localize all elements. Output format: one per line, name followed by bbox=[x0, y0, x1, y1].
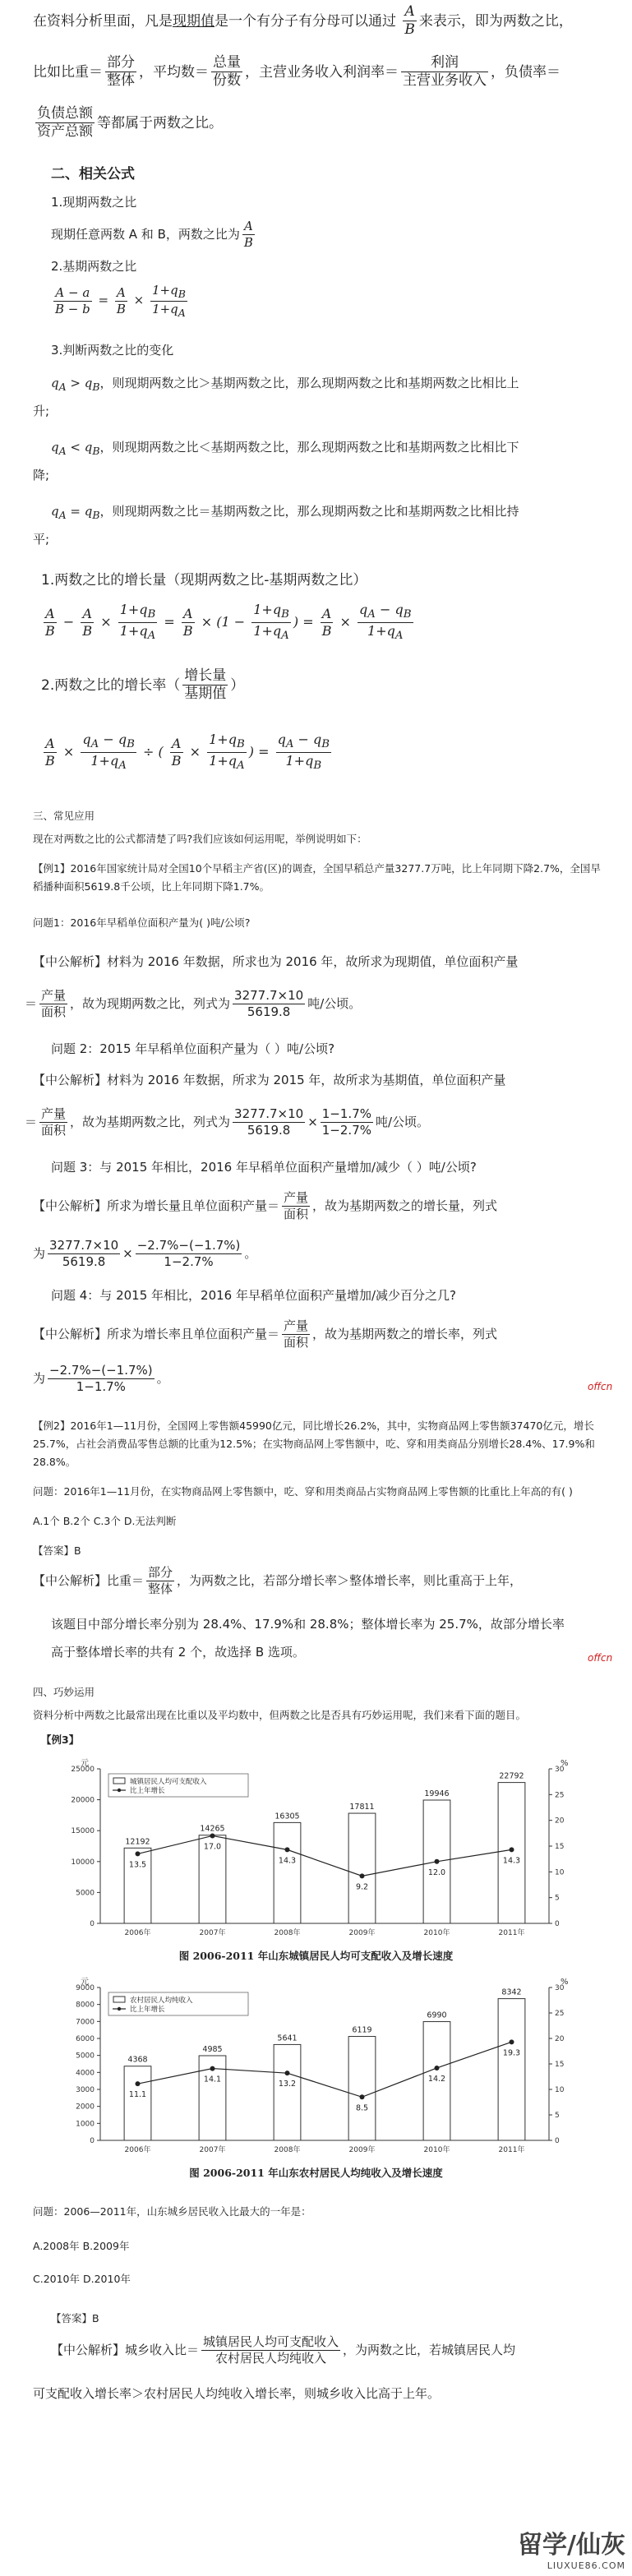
answer-5-line-2: 该题目中部分增长率分别为 28.4%、17.9%和 28.8%；整体增长率为 25.7%，故部分增长率 bbox=[51, 1617, 565, 1632]
answer-3-line-1: 【中公解析】所求为增长量且单位面积产量＝ $\frac{\text{产量}}{\text{面积}}$ ，故为基期两数之的增长量，列式 bbox=[33, 1190, 498, 1221]
example-1-text: 【例1】2016年国家统计局对全国10个早稻主产省(区)的调查，全国早稻总产量3277.7万吨，比上年同期下降2.7%，全国早稻播种面积5619.8千公顷，比上年同期下降1.7%。 bbox=[33, 862, 601, 893]
y-tick-label: 6000 bbox=[76, 2035, 95, 2043]
y-tick-label: 2000 bbox=[76, 2103, 95, 2112]
growth-point bbox=[435, 1859, 440, 1864]
x-tick-label: 2010年 bbox=[423, 2146, 450, 2154]
legend-line-marker bbox=[118, 1789, 121, 1792]
y2-tick-label: 30 bbox=[555, 1766, 565, 1774]
y2-tick-label: 25 bbox=[555, 2010, 565, 2018]
growth-line bbox=[138, 2042, 512, 2097]
x-tick-label: 2009年 bbox=[348, 2146, 376, 2154]
y-tick-label: 20000 bbox=[71, 1796, 95, 1805]
question-5-options: A.1个 B.2个 C.3个 D.无法判断 bbox=[33, 1515, 177, 1527]
y-tick-label: 0 bbox=[90, 2137, 95, 2145]
growth-point bbox=[136, 1851, 141, 1856]
section-heading-applications: 三、常见应用 bbox=[33, 810, 95, 822]
site-watermark: 留学/仙灰 LIUXUE86.COM bbox=[518, 2531, 625, 2571]
x-tick-label: 2011年 bbox=[498, 1929, 525, 1937]
y-axis-unit-left: 元 bbox=[81, 1978, 89, 1987]
y-tick-label: 15000 bbox=[71, 1827, 95, 1836]
fraction-debt-ratio: $\frac{\text{负债总额}}{\text{资产总额}}$ bbox=[37, 105, 93, 141]
legend-bar-swatch bbox=[113, 1778, 125, 1784]
y2-tick-label: 5 bbox=[555, 2112, 560, 2120]
growth-value-label: 8.5 bbox=[355, 2103, 369, 2113]
answer-1-line-2: ＝ $\frac{\text{产量}}{\text{面积}}$ ，故为现期两数之比，列式为 $\frac{3277.7\times 10}{5619.8}$ 吨/公顷。 bbox=[25, 988, 362, 1019]
growth-value-label: 13.5 bbox=[128, 1860, 147, 1870]
bar bbox=[274, 1822, 301, 1923]
y-tick-label: 5000 bbox=[76, 2052, 95, 2061]
y-axis-unit-right: % bbox=[560, 1759, 569, 1768]
subheading-base-ratio: 2.基期两数之比 bbox=[51, 259, 137, 274]
growth-value-label: 14.1 bbox=[203, 2075, 222, 2084]
legend-bar-swatch bbox=[113, 1997, 125, 2002]
y-axis-unit-right: % bbox=[560, 1978, 569, 1987]
y-tick-label: 1000 bbox=[76, 2120, 95, 2129]
y-tick-label: 8000 bbox=[76, 2001, 95, 2010]
legend-line-marker bbox=[118, 2007, 121, 2010]
term-current-value: 现期值 bbox=[173, 12, 215, 30]
growth-value-label: 12.0 bbox=[427, 1867, 446, 1877]
question-2: 问题 2：2015 年早稻单位面积产量为（ ）吨/公顷? bbox=[51, 1041, 335, 1056]
bar-value-label: 22792 bbox=[499, 1771, 524, 1781]
y-tick-label: 7000 bbox=[76, 2018, 95, 2027]
growth-point bbox=[285, 1847, 290, 1852]
x-tick-label: 2011年 bbox=[498, 2146, 525, 2154]
urban-income-chart bbox=[58, 1754, 584, 1945]
base-ratio-formula: $\frac{A - a}{B - b}$ = $\frac{A}{B}$ × $\frac{1+q_B}{1+q_A}$ bbox=[55, 283, 186, 319]
bar-value-label: 17811 bbox=[349, 1803, 375, 1812]
offcn-mark-2: offcn bbox=[588, 1652, 613, 1664]
y2-tick-label: 0 bbox=[555, 2137, 560, 2145]
bar bbox=[498, 1783, 525, 1923]
current-ratio-formula: 现期任意两数 A 和 B，两数之比为 $\frac{A}{B}$ bbox=[51, 219, 253, 250]
growth-point bbox=[435, 2066, 440, 2070]
subheading-current-ratio: 1.现期两数之比 bbox=[51, 195, 137, 210]
growth-point bbox=[510, 2039, 514, 2044]
answer-2-line-2: ＝ $\frac{\text{产量}}{\text{面积}}$ ，故为基期两数之比，列式为 $\frac{3277.7\times 10}{5619.8}$ × $\frac{1-1.7\%}{1-2.7\%}$ 吨/公顷。 bbox=[25, 1106, 430, 1138]
growth-amount-formula: $\frac{A}{B}$ − $\frac{A}{B}$ × $\frac{1+q_B}{1+q_A}$ = $\frac{A}{B}$ × (1 − $\frac{1+q_B}{1+q_A}$ ) = $\frac{A}{B}$ × $\frac{q_A - q_B}{1+q_A}$ bbox=[45, 602, 412, 643]
bar-value-label: 14265 bbox=[200, 1824, 225, 1834]
answer-4-line-1: 【中公解析】所求为增长率且单位面积产量＝ $\frac{\text{产量}}{\text{面积}}$ ，故为基期两数之的增长率，列式 bbox=[33, 1318, 498, 1350]
legend-bar-label: 农村居民人均纯收入 bbox=[130, 1997, 193, 2005]
example-3-label: 【例3】 bbox=[41, 1733, 80, 1746]
bar-value-label: 8342 bbox=[501, 1987, 522, 1997]
offcn-mark: offcn bbox=[588, 1381, 613, 1392]
section-heading-tricks: 四、巧妙运用 bbox=[33, 1686, 95, 1698]
bar bbox=[348, 2037, 376, 2140]
answer-1-line-1: 【中公解析】材料为 2016 年数据，所求也为 2016 年，故所求为现期值，单位面积产量 bbox=[33, 954, 519, 969]
tricks-intro: 资料分析中两数之比最常出现在比重以及平均数中，但两数之比是否具有巧妙运用呢，我们来看下面的题目。 bbox=[33, 1709, 527, 1721]
legend-bar-label: 城镇居民人均可支配收入 bbox=[130, 1778, 207, 1786]
growth-value-label: 17.0 bbox=[203, 1842, 222, 1852]
y2-tick-label: 5 bbox=[555, 1894, 560, 1903]
applications-intro: 现在对两数之比的公式都清楚了吗?我们应该如何运用呢，举例说明如下： bbox=[33, 833, 367, 845]
bar-value-label: 4985 bbox=[202, 2044, 223, 2054]
growth-line bbox=[138, 1835, 512, 1876]
y-tick-label: 0 bbox=[90, 1920, 95, 1928]
legend-line-label: 比上年增长 bbox=[130, 2006, 165, 2014]
y2-tick-label: 10 bbox=[555, 1868, 565, 1877]
answer-2-line-1: 【中公解析】材料为 2016 年数据，所求为 2015 年，故所求为基期值，单位面积产量 bbox=[33, 1073, 506, 1087]
bar-value-label: 6119 bbox=[352, 2025, 372, 2035]
bar bbox=[124, 2066, 151, 2140]
growth-rate-heading: 2.两数之比的增长率（ $\frac{\text{增长量}}{\text{基期值}}$ ） bbox=[41, 667, 245, 703]
intro-line-1: 在资料分析里面，凡是现期值是一个有分子有分母可以通过 $\frac{A}{B}$ 来表示，即为两数之比， bbox=[33, 3, 573, 39]
condition-fall-end: 降; bbox=[33, 468, 50, 482]
question-6-options-1: A.2008年 B.2009年 bbox=[33, 2240, 130, 2252]
x-tick-label: 2007年 bbox=[199, 1929, 226, 1937]
fraction-a-over-b: $\frac{A}{B}$ bbox=[404, 3, 415, 39]
bar-value-label: 19946 bbox=[424, 1789, 450, 1799]
fraction-profit-rate: $\frac{\text{利润}}{\text{主营业务收入}}$ bbox=[403, 54, 487, 90]
bar bbox=[274, 2044, 301, 2140]
answer-5-line-1: 【中公解析】比重＝ $\frac{\text{部分}}{\text{整体}}$ ，为两数之比，若部分增长率＞整体增长率，则比重高于上年， bbox=[33, 1565, 523, 1596]
y2-tick-label: 20 bbox=[555, 2035, 565, 2043]
y2-tick-label: 15 bbox=[555, 2061, 565, 2069]
growth-value-label: 19.3 bbox=[502, 2048, 521, 2058]
bar-value-label: 6990 bbox=[427, 2010, 447, 2020]
condition-flat-end: 平; bbox=[33, 532, 50, 547]
answer-6-line-1: 【中公解析】城乡收入比＝ $\frac{\text{城镇居民人均可支配收入}}{\text{农村居民人均纯收入}}$ ，为两数之比，若城镇居民人均 bbox=[51, 2334, 516, 2366]
growth-point bbox=[285, 2070, 290, 2075]
growth-value-label: 13.2 bbox=[278, 2080, 297, 2089]
condition-fall: $q_A < q_B$，则现期两数之比＜基期两数之比，那么现期两数之比和基期两数之比相比下 bbox=[51, 440, 519, 457]
fraction-average: $\frac{\text{总量}}{\text{份数}}$ bbox=[213, 54, 241, 90]
question-6-options-2: C.2010年 D.2010年 bbox=[33, 2273, 131, 2285]
x-tick-label: 2008年 bbox=[274, 2146, 301, 2154]
section-heading-formulas: 二、相关公式 bbox=[51, 166, 135, 182]
legend-line-label: 比上年增长 bbox=[130, 1787, 165, 1795]
question-3: 问题 3：与 2015 年相比，2016 年早稻单位面积产量增加/减少（ ）吨/公顷? bbox=[51, 1160, 477, 1175]
bar bbox=[124, 1848, 151, 1923]
y2-tick-label: 15 bbox=[555, 1843, 565, 1851]
growth-point bbox=[136, 2081, 141, 2086]
question-1: 问题1：2016年早稻单位面积产量为( )吨/公顷? bbox=[33, 916, 251, 929]
growth-value-label: 9.2 bbox=[355, 1882, 369, 1892]
growth-rate-formula: $\frac{A}{B}$ × $\frac{q_A - q_B}{1+q_A}$ ÷ ( $\frac{A}{B}$ × $\frac{1+q_B}{1+q_A}$ ) = $\frac{q_A - q_B}{1+q_B}$ bbox=[45, 732, 330, 773]
answer-3-line-2: 为 $\frac{3277.7\times 10}{5619.8}$ × $\frac{-2.7\%-(-1.7\%)}{1-2.7\%}$ 。 bbox=[33, 1238, 257, 1269]
y-tick-label: 4000 bbox=[76, 2069, 95, 2078]
question-5: 问题：2016年1—11月份，在实物商品网上零售额中，吃、穿和用类商品占实物商品网上零售额的比重比上年高的有( ) bbox=[33, 1485, 573, 1498]
x-tick-label: 2010年 bbox=[423, 1929, 450, 1937]
growth-point bbox=[510, 1847, 514, 1852]
bar-value-label: 12192 bbox=[125, 1837, 150, 1847]
y2-tick-label: 10 bbox=[555, 2086, 565, 2094]
growth-value-label: 14.3 bbox=[502, 1856, 521, 1866]
answer-5-line-3: 高于整体增长率的共有 2 个，故选择 B 选项。 bbox=[51, 1645, 305, 1660]
x-tick-label: 2008年 bbox=[274, 1929, 301, 1937]
answer-6-line-2: 可支配收入增长率＞农村居民人均纯收入增长率，则城乡收入比高于上年。 bbox=[33, 2386, 441, 2401]
growth-value-label: 14.2 bbox=[427, 2074, 446, 2084]
answer-4-line-2: 为 $\frac{-2.7\%-(-1.7\%)}{1-1.7\%}$ 。 bbox=[33, 1363, 169, 1394]
y-tick-label: 3000 bbox=[76, 2086, 95, 2094]
y-tick-label: 5000 bbox=[76, 1889, 95, 1898]
rural-income-chart bbox=[58, 1973, 584, 2162]
x-tick-label: 2009年 bbox=[348, 1929, 376, 1937]
growth-value-label: 11.1 bbox=[128, 2090, 147, 2100]
chart-2-caption: 图 2006-2011 年山东农村居民人均纯收入及增长速度 bbox=[189, 2167, 443, 2179]
question-4: 问题 4：与 2015 年相比，2016 年早稻单位面积产量增加/减少百分之几? bbox=[51, 1288, 456, 1303]
condition-rise: $q_A > q_B$，则现期两数之比＞基期两数之比，那么现期两数之比和基期两数之比相比上 bbox=[51, 376, 519, 393]
growth-value-label: 14.3 bbox=[278, 1856, 297, 1866]
growth-point bbox=[210, 2066, 215, 2071]
x-tick-label: 2007年 bbox=[199, 2146, 226, 2154]
y-tick-label: 25000 bbox=[71, 1766, 95, 1774]
example-2-text: 【例2】2016年1—11月份，全国网上零售额45990亿元，同比增长26.2%，其中，实物商品网上零售额37470亿元，增长25.7%，占社会消费品零售总额的比重为12.5%；在实物商品网上零售额中，吃、穿和用类商品分别增长28.4%、17.9%和28.8%。 bbox=[33, 1420, 595, 1468]
subheading-ratio-change: 3.判断两数之比的变化 bbox=[51, 343, 174, 358]
bar-value-label: 5641 bbox=[277, 2034, 298, 2043]
fraction-proportion: $\frac{\text{部分}}{\text{整体}}$ bbox=[107, 54, 135, 90]
y-tick-label: 10000 bbox=[71, 1858, 95, 1867]
x-tick-label: 2006年 bbox=[124, 2146, 151, 2154]
intro-line-3: $\frac{\text{负债总额}}{\text{资产总额}}$ 等都属于两数之比。 bbox=[37, 105, 223, 141]
intro-line-2: 比如比重＝ $\frac{\text{部分}}{\text{整体}}$ ，平均数＝ $\frac{\text{总量}}{\text{份数}}$ ，主营业务收入利润率＝ $\frac{\text{利润}}{\text{主营业务收入}}$ ，负债率＝ bbox=[33, 54, 560, 90]
growth-point bbox=[360, 2094, 365, 2099]
bar-value-label: 16305 bbox=[274, 1812, 300, 1821]
y-axis-unit-left: 元 bbox=[81, 1759, 89, 1768]
question-6: 问题：2006—2011年，山东城乡居民收入比最大的一年是： bbox=[33, 2205, 311, 2218]
x-tick-label: 2006年 bbox=[124, 1929, 151, 1937]
growth-amount-heading: 1.两数之比的增长量（现期两数之比-基期两数之比） bbox=[41, 572, 367, 589]
growth-point bbox=[360, 1873, 365, 1878]
growth-point bbox=[210, 1833, 215, 1838]
bar bbox=[348, 1813, 376, 1923]
bar-value-label: 4368 bbox=[127, 2055, 148, 2065]
y2-tick-label: 0 bbox=[555, 1920, 560, 1928]
y2-tick-label: 25 bbox=[555, 1791, 565, 1800]
bar bbox=[498, 1999, 525, 2140]
y2-tick-label: 20 bbox=[555, 1817, 565, 1826]
y-tick-label: 9000 bbox=[76, 1984, 95, 1992]
condition-flat: $q_A = q_B$，则现期两数之比＝基期两数之比，那么现期两数之比和基期两数之比相比持 bbox=[51, 504, 519, 521]
answer-6-label: 【答案】B bbox=[51, 2312, 99, 2324]
condition-rise-end: 升; bbox=[33, 404, 50, 418]
answer-5-label: 【答案】B bbox=[33, 1544, 81, 1557]
y2-tick-label: 30 bbox=[555, 1984, 565, 1992]
chart-1-caption: 图 2006-2011 年山东城镇居民人均可支配收入及增长速度 bbox=[178, 1950, 454, 1962]
